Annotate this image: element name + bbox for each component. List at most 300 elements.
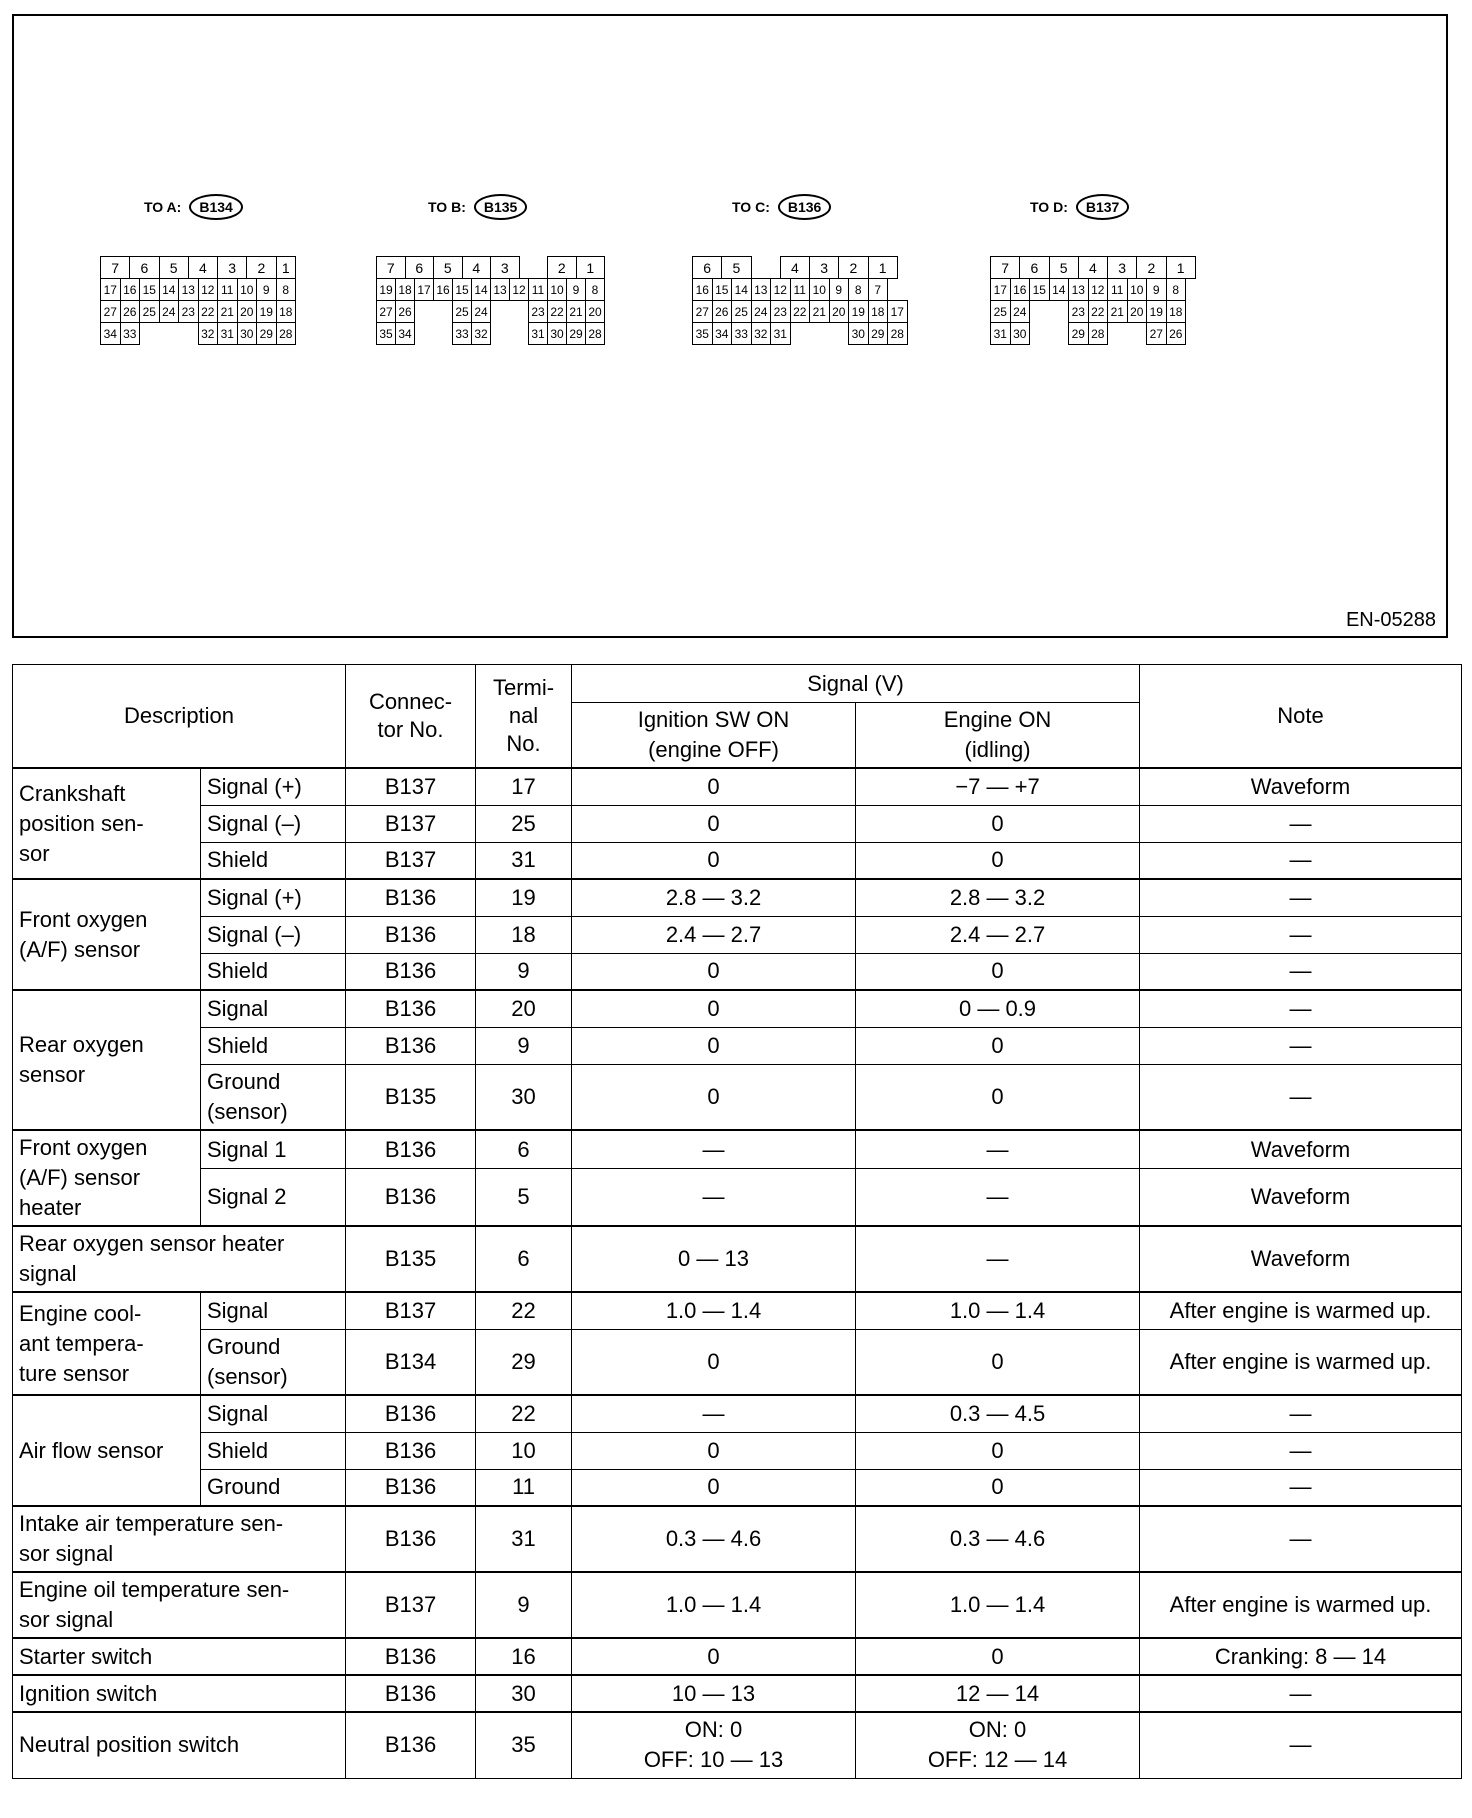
row-note: — [1140,990,1462,1027]
row-terminal: 6 [476,1226,572,1292]
connector-pin: 10 [547,278,567,301]
row-note: — [1140,1469,1462,1506]
connector-pin: 34 [100,322,121,345]
row-sub-description: Signal (–) [201,916,346,953]
connector-pin: 19 [256,300,277,323]
table-row [13,1432,1462,1469]
connector-pin: 12 [1088,278,1109,301]
connector-pin: 3 [1107,256,1137,279]
row-engine-on-value: 2.8 — 3.2 [856,879,1140,916]
row-ignition-on-value: 1.0 — 1.4 [572,1292,856,1329]
row-note: After engine is warmed up. [1140,1329,1462,1395]
connector-pin: 29 [868,322,889,345]
row-note: — [1140,842,1462,879]
row-note: Waveform [1140,1226,1462,1292]
table-row [13,1130,1462,1169]
row-sub-description: Shield [201,953,346,990]
row-ignition-on-value: 0 [572,1638,856,1675]
connector-pin: 6 [129,256,159,279]
header-description: Description [13,665,346,769]
row-sub-description: Signal [201,1292,346,1329]
connector-pin: 11 [1107,278,1128,301]
connector-pin: 27 [376,300,396,323]
row-note: — [1140,916,1462,953]
table-row [13,916,1462,953]
row-ignition-on-value: — [572,1169,856,1226]
row-connector: B136 [346,1027,476,1064]
row-ignition-on-value: 1.0 — 1.4 [572,1572,856,1638]
connector-to-label: TO C: [732,199,770,215]
row-connector: B137 [346,842,476,879]
row-engine-on-value: 0.3 — 4.5 [856,1395,1140,1432]
connector-pin: 20 [829,300,850,323]
connector-id-badge: B135 [474,194,527,220]
connector-pin: 13 [490,278,510,301]
row-ignition-on-value: 0.3 — 4.6 [572,1506,856,1572]
row-connector: B137 [346,1572,476,1638]
row-terminal: 22 [476,1395,572,1432]
table-row [13,1027,1462,1064]
connector-pin: 2 [1136,256,1166,279]
connector-pin: 29 [566,322,586,345]
row-connector: B136 [346,1506,476,1572]
connector-pin: 34 [395,322,415,345]
row-note: — [1140,879,1462,916]
row-ignition-on-value: ON: 0 OFF: 10 — 13 [572,1712,856,1778]
row-engine-on-value: 12 — 14 [856,1675,1140,1712]
row-ignition-on-value: 0 [572,842,856,879]
row-note: — [1140,1712,1462,1778]
connector-pin: 1 [1166,256,1196,279]
row-engine-on-value: 2.4 — 2.7 [856,916,1140,953]
connector-pin: 1 [868,256,898,279]
row-sub-description: Signal 1 [201,1130,346,1169]
connector-pin: 21 [217,300,238,323]
connector-pin: 9 [1146,278,1167,301]
connector-pin: 5 [433,256,463,279]
connector-pin: 16 [1010,278,1031,301]
row-terminal: 11 [476,1469,572,1506]
row-ignition-on-value: — [572,1130,856,1169]
row-terminal: 31 [476,1506,572,1572]
row-engine-on-value: −7 — +7 [856,768,1140,805]
row-sub-description: Signal (+) [201,879,346,916]
connector-pin: 22 [198,300,219,323]
row-terminal: 25 [476,805,572,842]
row-note: After engine is warmed up. [1140,1572,1462,1638]
row-note: — [1140,1395,1462,1432]
connector-pin: 16 [120,278,141,301]
connector-pin: 27 [100,300,121,323]
row-ignition-on-value: 2.8 — 3.2 [572,879,856,916]
connector-pin: 30 [848,322,869,345]
connector-pin: 32 [751,322,772,345]
row-engine-on-value: 0 [856,842,1140,879]
connector-pin: 23 [528,300,548,323]
connector-pin: 17 [887,300,908,323]
row-ignition-on-value: 0 [572,1469,856,1506]
connector-pin: 12 [198,278,219,301]
connector-pin: 32 [198,322,219,345]
row-description: Intake air temperature sen- sor signal [13,1506,346,1572]
row-sub-description: Ground (sensor) [201,1064,346,1130]
row-engine-on-value: 0 [856,1432,1140,1469]
connector-pin: 18 [1166,300,1187,323]
row-engine-on-value: 0 [856,1638,1140,1675]
connector-pin: 4 [1078,256,1108,279]
row-engine-on-value: 0 [856,805,1140,842]
header-engine-on: Engine ON (idling) [856,703,1140,769]
row-sub-description: Ground (sensor) [201,1329,346,1395]
table-row [13,990,1462,1027]
connector-pin: 10 [1127,278,1148,301]
row-terminal: 30 [476,1675,572,1712]
header-signal: Signal (V) [572,665,1140,703]
table-row [13,768,1462,805]
row-terminal: 22 [476,1292,572,1329]
row-connector: B136 [346,1675,476,1712]
row-engine-on-value: — [856,1169,1140,1226]
row-description: Rear oxygen sensor heater signal [13,1226,346,1292]
connector-pin: 25 [990,300,1011,323]
row-terminal: 9 [476,1027,572,1064]
row-terminal: 20 [476,990,572,1027]
table-row [13,1226,1462,1292]
row-terminal: 35 [476,1712,572,1778]
row-connector: B136 [346,916,476,953]
connector-pin: 28 [276,322,297,345]
connector-pin: 15 [1029,278,1050,301]
connector-id-badge: B134 [189,194,242,220]
row-terminal: 16 [476,1638,572,1675]
header-note: Note [1140,665,1462,769]
connector-pin: 6 [692,256,722,279]
row-sub-description: Signal 2 [201,1169,346,1226]
table-row [13,1064,1462,1130]
connector-pin: 24 [751,300,772,323]
connector-pin: 24 [1010,300,1031,323]
connector-pin: 27 [1146,322,1167,345]
row-ignition-on-value: 0 [572,953,856,990]
connector-pin: 12 [770,278,791,301]
row-connector: B136 [346,1712,476,1778]
connector-pin: 6 [405,256,435,279]
row-group-description: Air flow sensor [13,1395,201,1506]
connector-pin: 23 [1068,300,1089,323]
row-ignition-on-value: 0 [572,768,856,805]
connector-pin: 23 [770,300,791,323]
table-row [13,1572,1462,1638]
row-connector: B135 [346,1226,476,1292]
connector-pin: 13 [1068,278,1089,301]
connector-pin: 19 [848,300,869,323]
row-note: — [1140,1675,1462,1712]
connector-pin: 30 [237,322,258,345]
connector-pin: 3 [217,256,247,279]
connector-pin: 18 [395,278,415,301]
connector-pin: 21 [1107,300,1128,323]
table-row [13,1712,1462,1778]
row-description: Engine oil temperature sen- sor signal [13,1572,346,1638]
row-sub-description: Ground [201,1469,346,1506]
row-terminal: 29 [476,1329,572,1395]
row-connector: B136 [346,1169,476,1226]
connector-pin: 7 [868,278,889,301]
connector-pin: 21 [566,300,586,323]
connector-pin: 25 [139,300,160,323]
row-ignition-on-value: — [572,1395,856,1432]
row-engine-on-value: 0 [856,1329,1140,1395]
row-ignition-on-value: 0 [572,990,856,1027]
connector-pin: 14 [731,278,752,301]
row-sub-description: Signal (+) [201,768,346,805]
connector-pin: 11 [528,278,548,301]
connector-pin: 13 [751,278,772,301]
table-row [13,805,1462,842]
connector-pin: 4 [780,256,810,279]
connector-pin: 20 [585,300,605,323]
connector-pin: 8 [1166,278,1187,301]
connector-pin: 3 [490,256,520,279]
connector-pin: 30 [547,322,567,345]
row-ignition-on-value: 0 [572,1432,856,1469]
connector-pin: 15 [139,278,160,301]
connector-pin: 14 [159,278,180,301]
row-group-description: Rear oxygen sensor [13,990,201,1130]
table-row [13,842,1462,879]
connector-pin: 26 [1166,322,1187,345]
row-note: Waveform [1140,1169,1462,1226]
connector-pin: 28 [1088,322,1109,345]
connector-pin: 11 [217,278,238,301]
connector-pin: 31 [528,322,548,345]
connector-pin: 5 [721,256,751,279]
row-ignition-on-value: 0 [572,1064,856,1130]
connector-pin: 13 [178,278,199,301]
row-terminal: 9 [476,1572,572,1638]
connector-pin: 4 [462,256,492,279]
row-ignition-on-value: 0 [572,805,856,842]
row-connector: B136 [346,990,476,1027]
connector-pin: 20 [1127,300,1148,323]
connector-diagram [12,14,1448,638]
row-connector: B137 [346,1292,476,1329]
connector-id-badge: B136 [778,194,831,220]
connector-pin: 26 [712,300,733,323]
row-description: Neutral position switch [13,1712,346,1778]
row-engine-on-value: — [856,1226,1140,1292]
row-sub-description: Shield [201,1027,346,1064]
row-terminal: 6 [476,1130,572,1169]
connector-pin: 22 [1088,300,1109,323]
row-note: Waveform [1140,768,1462,805]
connector-pin: 9 [566,278,586,301]
connector-pin: 8 [276,278,297,301]
connector-pin: 10 [237,278,258,301]
row-note: After engine is warmed up. [1140,1292,1462,1329]
connector-pin: 22 [790,300,811,323]
connector-to-label: TO A: [144,199,182,215]
table-row [13,953,1462,990]
row-terminal: 18 [476,916,572,953]
connector-pin: 16 [692,278,713,301]
connector-pin: 24 [471,300,491,323]
row-engine-on-value: ON: 0 OFF: 12 — 14 [856,1712,1140,1778]
connector-pin: 11 [790,278,811,301]
connector-to-label: TO D: [1030,199,1068,215]
connector-pin: 26 [395,300,415,323]
connector-pin: 16 [433,278,453,301]
row-engine-on-value: 1.0 — 1.4 [856,1292,1140,1329]
connector-pin: 4 [188,256,218,279]
connector-pin: 23 [178,300,199,323]
table-row [13,1469,1462,1506]
table-row [13,879,1462,916]
connector-pin: 35 [692,322,713,345]
row-terminal: 5 [476,1169,572,1226]
connector-pin: 29 [1068,322,1089,345]
row-group-description: Front oxygen (A/F) sensor heater [13,1130,201,1226]
connector-pin: 28 [887,322,908,345]
table-row [13,1329,1462,1395]
table-row [13,1506,1462,1572]
connector-pin: 12 [509,278,529,301]
connector-pin: 10 [809,278,830,301]
row-terminal: 30 [476,1064,572,1130]
row-engine-on-value: 0 — 0.9 [856,990,1140,1027]
connector-to-label: TO B: [428,199,466,215]
row-connector: B137 [346,768,476,805]
connector-pin: 2 [838,256,868,279]
connector-pin: 2 [547,256,577,279]
row-sub-description: Signal [201,990,346,1027]
row-terminal: 9 [476,953,572,990]
row-ignition-on-value: 0 [572,1329,856,1395]
row-terminal: 17 [476,768,572,805]
row-note: — [1140,1432,1462,1469]
row-ignition-on-value: 10 — 13 [572,1675,856,1712]
table-row [13,1169,1462,1226]
row-engine-on-value: 0.3 — 4.6 [856,1506,1140,1572]
row-connector: B136 [346,1130,476,1169]
connector-pin: 9 [829,278,850,301]
connector-pin: 17 [100,278,121,301]
row-group-description: Front oxygen (A/F) sensor [13,879,201,990]
row-engine-on-value: 0 [856,1027,1140,1064]
connector-pin: 30 [1010,322,1031,345]
row-engine-on-value: 0 [856,1064,1140,1130]
figure-code: EN-05288 [1345,609,1436,631]
row-connector: B136 [346,1395,476,1432]
connector-pin: 1 [276,256,297,279]
row-terminal: 10 [476,1432,572,1469]
row-ignition-on-value: 0 — 13 [572,1226,856,1292]
connector-pin: 7 [990,256,1020,279]
connector-pin: 31 [990,322,1011,345]
connector-pin: 15 [712,278,733,301]
connector-pin: 3 [809,256,839,279]
table-row [13,1675,1462,1712]
row-note: — [1140,1064,1462,1130]
connector-pin: 8 [585,278,605,301]
row-connector: B136 [346,1469,476,1506]
row-description: Ignition switch [13,1675,346,1712]
row-sub-description: Shield [201,1432,346,1469]
row-connector: B136 [346,1432,476,1469]
row-group-description: Crankshaft position sen- sor [13,768,201,879]
row-engine-on-value: 0 [856,953,1140,990]
row-connector: B136 [346,1638,476,1675]
connector-pin: 33 [120,322,141,345]
connector-pin: 7 [376,256,406,279]
row-terminal: 31 [476,842,572,879]
row-sub-description: Shield [201,842,346,879]
connector-pin: 25 [452,300,472,323]
connector-pin: 25 [731,300,752,323]
connector-pin: 1 [576,256,606,279]
row-note: — [1140,953,1462,990]
connector-pin: 33 [731,322,752,345]
row-note: — [1140,1506,1462,1572]
table-row [13,1638,1462,1675]
header-ignition-on: Ignition SW ON (engine OFF) [572,703,856,769]
signal-spec-table [12,664,1462,1779]
connector-pin: 14 [1049,278,1070,301]
row-ignition-on-value: 0 [572,1027,856,1064]
row-note: — [1140,805,1462,842]
connector-pin: 2 [246,256,276,279]
connector-pin: 31 [217,322,238,345]
connector-pin: 7 [100,256,130,279]
table-row [13,1395,1462,1432]
row-ignition-on-value: 2.4 — 2.7 [572,916,856,953]
connector-pin: 21 [809,300,830,323]
connector-pin: 32 [471,322,491,345]
connector-id-badge: B137 [1076,194,1129,220]
header-terminal: Termi- nal No. [476,665,572,769]
row-group-description: Engine cool- ant tempera- ture sensor [13,1292,201,1395]
row-description: Starter switch [13,1638,346,1675]
row-connector: B137 [346,805,476,842]
connector-pin: 5 [159,256,189,279]
connector-pin: 15 [452,278,472,301]
connector-pin: 19 [1146,300,1167,323]
connector-pin: 35 [376,322,396,345]
connector-pin: 27 [692,300,713,323]
connector-pin: 31 [770,322,791,345]
row-engine-on-value: 1.0 — 1.4 [856,1572,1140,1638]
connector-pin: 19 [376,278,396,301]
connector-pin: 17 [414,278,434,301]
row-sub-description: Signal [201,1395,346,1432]
connector-pin: 28 [585,322,605,345]
connector-pin: 34 [712,322,733,345]
row-engine-on-value: 0 [856,1469,1140,1506]
connector-pin: 5 [1049,256,1079,279]
connector-pin: 18 [276,300,297,323]
row-note: — [1140,1027,1462,1064]
row-note: Waveform [1140,1130,1462,1169]
row-sub-description: Signal (–) [201,805,346,842]
connector-pin: 33 [452,322,472,345]
row-connector: B135 [346,1064,476,1130]
connector-pin: 8 [848,278,869,301]
row-connector: B134 [346,1329,476,1395]
row-engine-on-value: — [856,1130,1140,1169]
row-terminal: 19 [476,879,572,916]
row-connector: B136 [346,953,476,990]
connector-pin: 14 [471,278,491,301]
